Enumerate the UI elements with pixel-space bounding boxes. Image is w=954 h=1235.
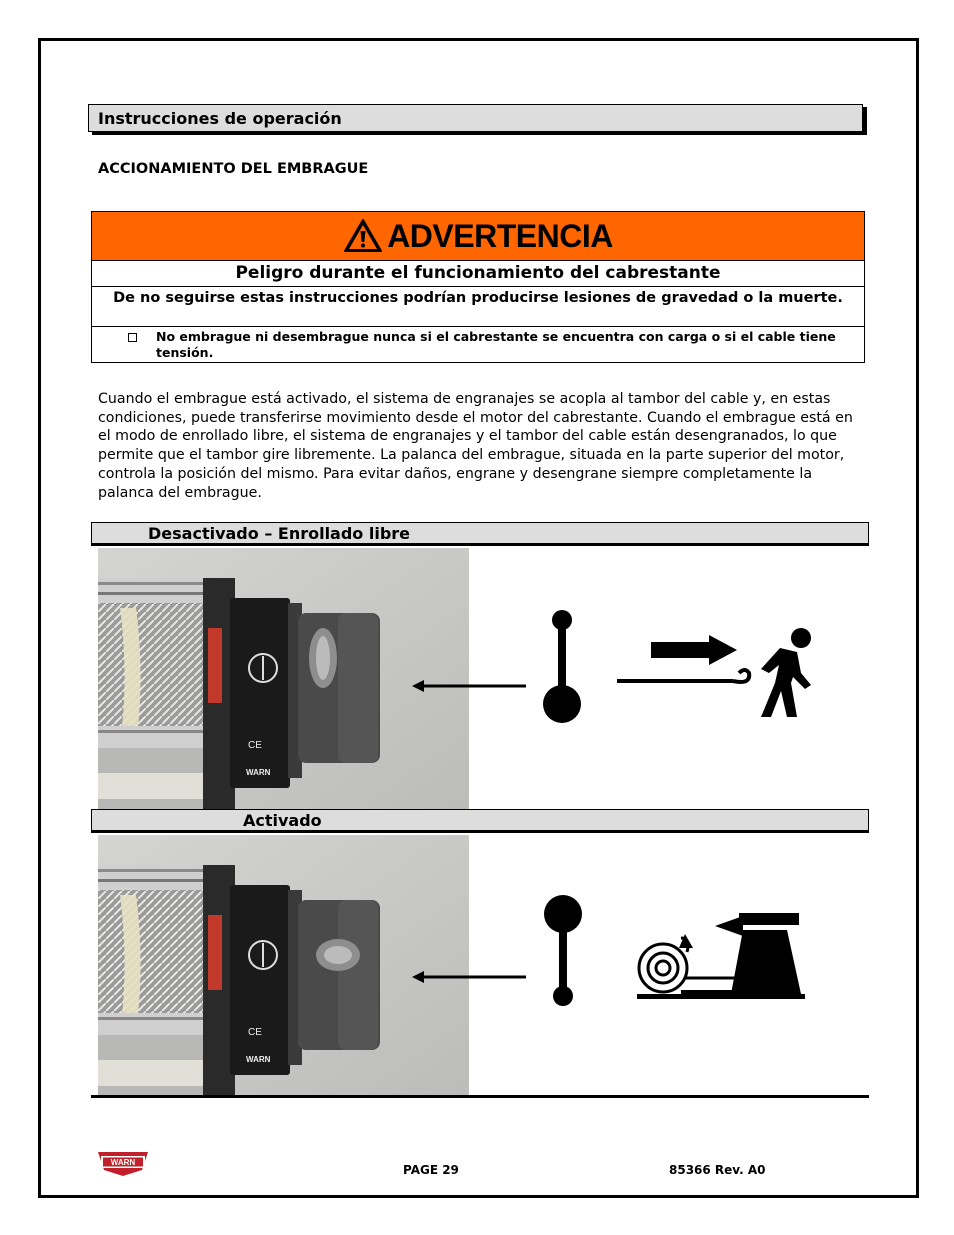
state-disengaged-bar (91, 522, 869, 546)
ce-mark: CE (248, 740, 262, 751)
bottom-rule (91, 1095, 869, 1098)
arrow-to-lever-engaged (410, 967, 530, 987)
subheading: ACCIONAMIENTO DEL EMBRAGUE (98, 161, 369, 177)
state-engaged-bar (91, 809, 869, 833)
section-title: Instrucciones de operación (88, 104, 863, 132)
body-paragraph: Cuando el embrague está activado, el sistema de engranajes se acopla al tambor del cable y, en estas condiciones, puede transferirse movimiento desde el motor del cabrestante. Cuando el embrague está en el modo de enrollado libre, el sistema de engranajes y el tambor del cable están desengranados, lo que permite que el tambor gire libremente. La palanca del embrague, situada en la parte superior del motor, controla la posición del mismo. Para evitar daños, engrane y desengrane siempre completamente la palanca del embrague. (98, 391, 853, 501)
warn-logo-text: WARN (110, 1158, 136, 1167)
warn-logo (98, 1152, 148, 1180)
warning-consequence: De no seguirse estas instrucciones podrían producirse lesiones de gravedad o la muerte. (92, 287, 864, 327)
winch-photo-engaged (98, 835, 469, 1096)
warning-triangle-icon (343, 218, 383, 254)
checkbox-bullet-icon (128, 333, 137, 342)
document-revision: 85366 Rev. A0 (669, 1163, 766, 1177)
state-engaged-label: Activado (243, 811, 322, 830)
page-number: PAGE 29 (403, 1163, 459, 1177)
warning-hazard: Peligro durante el funcionamiento del cabrestante (92, 261, 864, 287)
warning-instruction-text: No embrague ni desembrague nunca si el cabrestante se encuentra con carga o si el cable tiene tensión. (156, 329, 836, 360)
clutch-lever-up-icon (542, 894, 588, 1006)
warn-plate: WARN (246, 1055, 271, 1064)
warning-title: ADVERTENCIA (387, 217, 613, 254)
ce-mark: CE (248, 1027, 262, 1038)
arrow-to-lever-disengaged (410, 676, 530, 696)
warn-plate: WARN (246, 768, 271, 777)
engaged-drum-load-icon (635, 908, 810, 1003)
warning-instruction (92, 327, 864, 362)
warning-box (91, 211, 865, 363)
state-disengaged-label: Desactivado – Enrollado libre (148, 524, 411, 543)
clutch-lever-down-icon (540, 608, 586, 726)
warning-header (92, 212, 864, 261)
freespool-pull-cable-icon (615, 625, 815, 721)
